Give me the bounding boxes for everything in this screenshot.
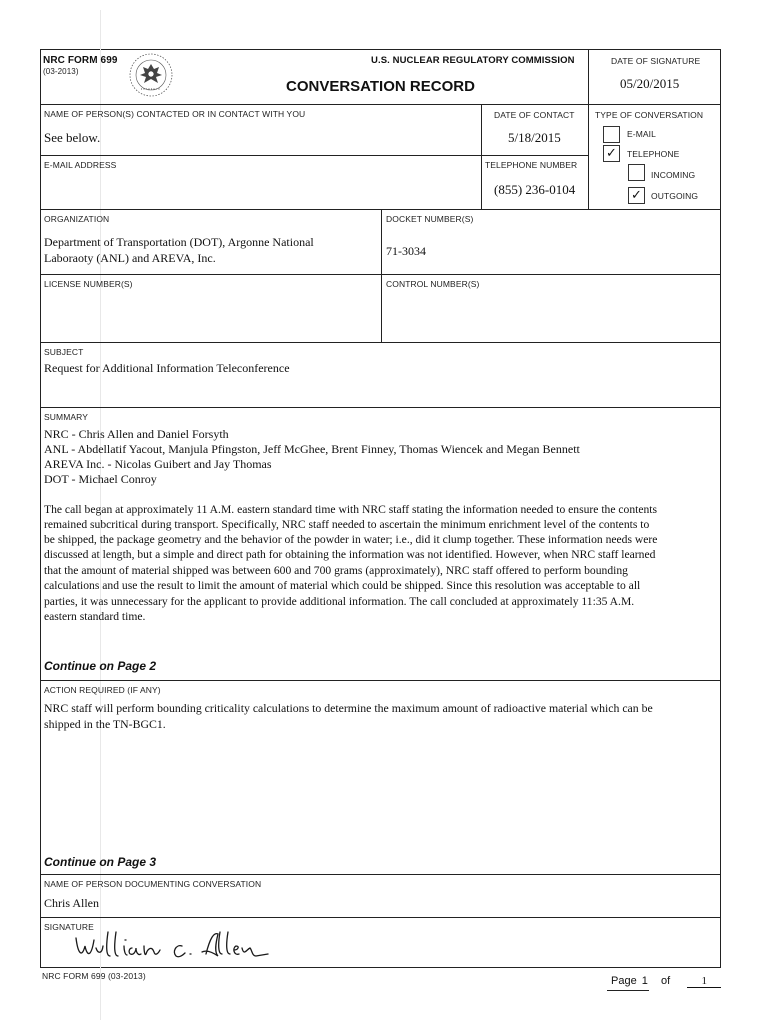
col-divider xyxy=(481,104,482,209)
outgoing-checkbox[interactable]: ✓ xyxy=(628,187,645,204)
summary-body-line: be shipped, the package geometry and the behavior of the powder in water; i.e., did it clump together. These information needs were xyxy=(44,533,658,546)
telephone-option-label: TELEPHONE xyxy=(627,149,680,159)
telephone-number-label: TELEPHONE NUMBER xyxy=(485,160,578,170)
incoming-option-label: INCOMING xyxy=(651,170,696,180)
row-divider xyxy=(40,874,720,875)
signature-date-label: DATE OF SIGNATURE xyxy=(611,56,701,66)
signature-text: William C. Allen xyxy=(72,962,79,963)
row-divider xyxy=(40,104,720,105)
summary-body-line: parties, it was unnecessary for the applicant to provide additional information. The call concluded at approximately 11:35 A.M. xyxy=(44,595,635,608)
summary-body-line: discussed at length, but a simple and direct path for obtaining the information was not identified. However, when NRC staff learned xyxy=(44,548,656,561)
summary-body-line: calculations and use the result to limit the amount of material which could be shipped. Since this resolution was acceptable to all xyxy=(44,579,641,592)
summary-label: SUMMARY xyxy=(44,412,88,422)
summary-continue-note: Continue on Page 2 xyxy=(44,659,157,673)
row-divider xyxy=(40,342,720,343)
license-number-label: LICENSE NUMBER(S) xyxy=(44,279,133,289)
action-line: shipped in the TN-BGC1. xyxy=(44,717,166,731)
summary-body-line: The call began at approximately 11 A.M. eastern standard time with NRC staff stating the information needed to ensure the contents xyxy=(44,503,658,516)
row-divider xyxy=(40,155,481,156)
contact-date-label: DATE OF CONTACT xyxy=(494,110,575,120)
organization-label: ORGANIZATION xyxy=(44,214,110,224)
subject-label: SUBJECT xyxy=(44,347,84,357)
documenter-label: NAME OF PERSON DOCUMENTING CONVERSATION xyxy=(44,879,262,889)
incoming-checkbox[interactable] xyxy=(628,164,645,181)
telephone-number-value: (855) 236-0104 xyxy=(494,182,576,197)
email-option-label: E-MAIL xyxy=(627,129,656,139)
conversation-type-label: TYPE OF CONVERSATION xyxy=(595,110,704,120)
footer-form-id: NRC FORM 699 (03-2013) xyxy=(42,971,146,981)
row-divider xyxy=(40,209,720,210)
action-required-label: ACTION REQUIRED (IF ANY) xyxy=(44,685,161,695)
telephone-checkbox[interactable]: ✓ xyxy=(603,145,620,162)
summary-participant: DOT - Michael Conroy xyxy=(44,472,157,486)
signature-date-value: 05/20/2015 xyxy=(620,76,680,91)
header-divider xyxy=(588,49,589,209)
docket-number-value: 71-3034 xyxy=(386,244,426,258)
page-number: 1 xyxy=(641,975,648,987)
contact-date-value: 5/18/2015 xyxy=(508,130,561,145)
row-divider xyxy=(481,155,588,156)
subject-value: Request for Additional Information Teleconference xyxy=(44,361,290,375)
summary-body-line: eastern standard time. xyxy=(44,610,146,623)
row-divider xyxy=(40,274,720,275)
of-word: of xyxy=(660,975,671,987)
email-address-label: E-MAIL ADDRESS xyxy=(44,160,117,170)
row-divider xyxy=(40,917,720,918)
signature-label: SIGNATURE xyxy=(44,922,94,932)
email-checkbox[interactable] xyxy=(603,126,620,143)
page-underline xyxy=(607,990,649,991)
organization-line-2: Laboraoty (ANL) and AREVA, Inc. xyxy=(44,251,216,265)
agency-name: U.S. NUCLEAR REGULATORY COMMISSION xyxy=(371,55,575,66)
documenter-name: Chris Allen xyxy=(44,896,100,910)
organization-line-1: Department of Transportation (DOT), Argonne National xyxy=(44,235,314,249)
action-line: NRC staff will perform bounding criticality calculations to determine the maximum amount of radioactive material which can be xyxy=(44,701,653,715)
form-title: CONVERSATION RECORD xyxy=(286,78,475,95)
summary-participant: AREVA Inc. - Nicolas Guibert and Jay Thomas xyxy=(44,457,272,471)
summary-participant: NRC - Chris Allen and Daniel Forsyth xyxy=(44,427,229,441)
summary-body-line: remained subcritical during transport. Specifically, NRC staff needed to ascertain the minimum enrichment level of the contents to xyxy=(44,518,650,531)
col-divider xyxy=(381,209,382,342)
page-indicator xyxy=(611,975,721,988)
row-divider xyxy=(40,407,720,408)
row-divider xyxy=(40,680,720,681)
outgoing-option-label: OUTGOING xyxy=(651,191,699,201)
contact-name-value: See below. xyxy=(44,130,101,145)
handwritten-signature xyxy=(72,928,272,964)
form-revision: (03-2013) xyxy=(43,67,79,76)
summary-body-line: that the amount of material shipped was between 600 and 700 grams (approximately), NRC staff offered to perform bounding xyxy=(44,564,628,577)
form-id: NRC FORM 699 xyxy=(43,55,118,66)
action-continue-note: Continue on Page 3 xyxy=(44,855,157,869)
page-word: Page xyxy=(611,975,637,987)
contact-name-label: NAME OF PERSON(S) CONTACTED OR IN CONTACT WITH YOU xyxy=(44,109,306,119)
control-number-label: CONTROL NUMBER(S) xyxy=(386,279,480,289)
summary-participant: ANL - Abdellatif Yacout, Manjula Pfingston, Jeff McGhee, Brent Finney, Thomas Wiencek and Megan Bennett xyxy=(44,442,580,456)
nrc-seal-logo xyxy=(128,52,174,98)
page-total: 1 xyxy=(687,975,721,988)
docket-number-label: DOCKET NUMBER(S) xyxy=(386,214,474,224)
